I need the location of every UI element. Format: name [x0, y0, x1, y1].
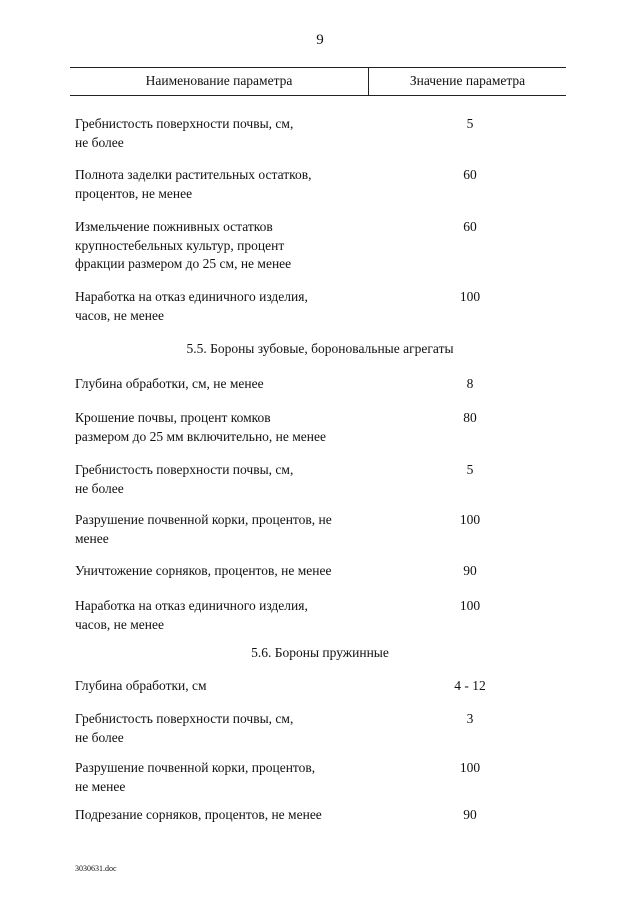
parameter-value: 100 [459, 760, 481, 775]
header-name-column: Наименование параметра [145, 73, 293, 88]
parameter-name: Разрушение почвенной корки, процентов, не менее [75, 512, 332, 546]
parameter-value: 4 - 12 [454, 678, 486, 693]
parameter-name: Гребнистость поверхности почвы, см, не более [75, 116, 294, 150]
parameter-value: 3 [466, 711, 474, 726]
parameter-name: Наработка на отказ единичного изделия, часов, не менее [75, 598, 308, 632]
parameter-value: 80 [463, 410, 477, 425]
parameter-name: Крошение почвы, процент комков размером до 25 мм включительно, не менее [75, 410, 327, 444]
parameter-name: Полнота заделки растительных остатков, процентов, не менее [75, 167, 312, 201]
parameter-value: 100 [459, 512, 481, 527]
footer-filename: 3030631.doc [75, 864, 117, 873]
parameter-value: 5 [466, 116, 474, 131]
header-value-column: Значение параметра [409, 73, 526, 88]
section-heading-5-6: 5.6. Бороны пружинные [251, 645, 389, 660]
parameter-name: Гребнистость поверхности почвы, см, не более [75, 462, 294, 496]
parameter-value: 90 [463, 563, 477, 578]
parameter-name: Подрезание сорняков, процентов, не менее [75, 807, 322, 822]
table-header [70, 67, 566, 96]
parameter-name: Разрушение почвенной корки, процентов, не менее [75, 760, 316, 794]
parameter-value: 5 [466, 462, 474, 477]
parameter-value: 90 [463, 807, 477, 822]
parameter-name: Наработка на отказ единичного изделия, часов, не менее [75, 289, 308, 323]
parameter-name: Измельчение пожнивных остатков крупностебельных культур, процент фракции размером до 25 см, не менее [75, 219, 292, 271]
section-heading-5-5: 5.5. Бороны зубовые, бороновальные агрегаты [186, 341, 454, 356]
parameter-value: 100 [459, 598, 481, 613]
parameter-name: Уничтожение сорняков, процентов, не менее [75, 563, 332, 578]
parameter-value: 100 [459, 289, 481, 304]
parameter-value: 60 [463, 167, 477, 182]
parameter-value: 8 [466, 376, 474, 391]
parameter-value: 60 [463, 219, 477, 234]
page-number: 9 [316, 32, 324, 48]
parameter-name: Глубина обработки, см [75, 678, 207, 693]
parameter-name: Глубина обработки, см, не менее [75, 376, 264, 391]
parameter-name: Гребнистость поверхности почвы, см, не более [75, 711, 294, 745]
